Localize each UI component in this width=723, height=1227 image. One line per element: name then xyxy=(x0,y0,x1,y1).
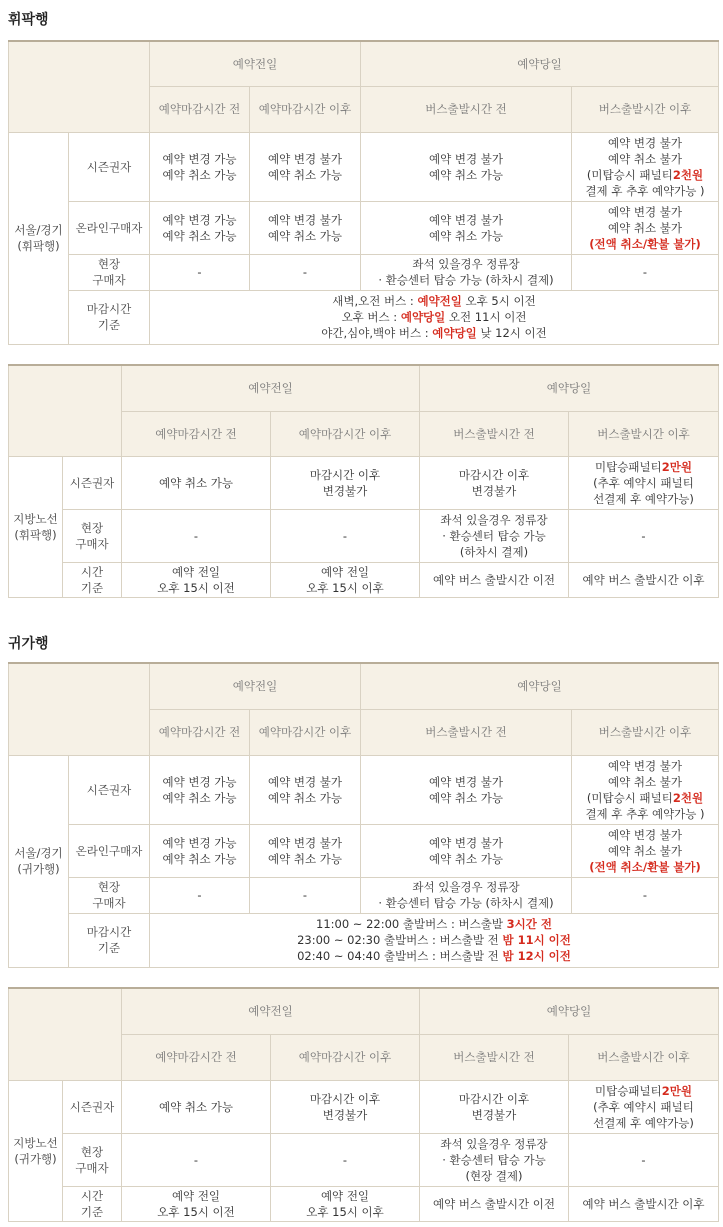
header-day-before: 예약전일 xyxy=(122,365,420,411)
subheader: 예약마감시간 전 xyxy=(122,1034,271,1080)
table-cell: 예약 변경 불가 예약 취소 불가 (전액 취소/환불 불가) xyxy=(572,824,719,877)
row-label-onsite: 현장 구매자 xyxy=(63,1133,122,1186)
table-cell: - xyxy=(250,877,361,913)
header-day-before: 예약전일 xyxy=(122,988,420,1034)
table-cell: 예약 전일 오후 15시 이전 xyxy=(122,1186,271,1221)
table-cell: 예약 변경 불가 예약 취소 가능 xyxy=(250,824,361,877)
row-label-season: 시즌권자 xyxy=(69,755,150,824)
table-cell: 마감시간 이후 변경불가 xyxy=(420,456,569,509)
table-cell: - xyxy=(569,509,719,562)
table-cell: 예약 전일 오후 15시 이후 xyxy=(271,1186,420,1221)
section-title-whipak: 휘팍행 xyxy=(8,12,49,28)
table-cell: 예약 변경 불가 예약 취소 가능 xyxy=(250,755,361,824)
row-label-time: 시간 기준 xyxy=(63,562,122,597)
table-cell: 좌석 있을경우 정류장 · 환승센터 탑승 가능 (하차시 결제) xyxy=(361,254,572,290)
subheader: 버스출발시간 전 xyxy=(420,1034,569,1080)
table-regional-to-resort xyxy=(8,364,719,598)
table-cell: 예약 변경 불가 예약 취소 가능 xyxy=(361,755,572,824)
table-seoul-to-resort xyxy=(8,40,719,345)
row-label-onsite: 현장 구매자 xyxy=(69,877,150,913)
region-cell: 지방노선 (귀가행) xyxy=(9,1080,63,1221)
header-same-day: 예약당일 xyxy=(361,41,719,86)
table-cell: 예약 변경 불가 예약 취소 가능 xyxy=(361,824,572,877)
region-cell: 서울/경기 (귀가행) xyxy=(9,755,69,967)
table-cell: 예약 전일 오후 15시 이전 xyxy=(122,562,271,597)
row-label-online: 온라인구매자 xyxy=(69,201,150,254)
deadline-info: 새벽,오전 버스 : 예약전일 오후 5시 이전 오후 버스 : 예약당일 오전 11시 이전 야간,심야,백야 버스 : 예약당일 낮 12시 이전 xyxy=(150,290,719,344)
table-cell: - xyxy=(572,877,719,913)
corner-cell xyxy=(9,41,150,132)
table-cell: 예약 변경 가능 예약 취소 가능 xyxy=(150,201,250,254)
row-label-onsite: 현장 구매자 xyxy=(63,509,122,562)
subheader: 예약마감시간 전 xyxy=(150,86,250,132)
region-cell: 서울/경기 (휘팍행) xyxy=(9,132,69,344)
header-same-day: 예약당일 xyxy=(361,663,719,709)
corner-cell xyxy=(9,988,122,1080)
corner-cell xyxy=(9,663,150,755)
table-cell: 마감시간 이후 변경불가 xyxy=(271,1080,420,1133)
table-cell: 예약 변경 불가 예약 취소 불가 (미탑승시 패널티2천원 결제 후 추후 예약가능 ) xyxy=(572,132,719,201)
subheader: 버스출발시간 이후 xyxy=(569,1034,719,1080)
header-same-day: 예약당일 xyxy=(420,365,719,411)
table-cell: - xyxy=(271,1133,420,1186)
subheader: 버스출발시간 이후 xyxy=(572,86,719,132)
corner-cell xyxy=(9,365,122,456)
subheader: 예약마감시간 이후 xyxy=(271,1034,420,1080)
table-cell: 예약 변경 불가 예약 취소 불가 (전액 취소/환불 불가) xyxy=(572,201,719,254)
table-cell: - xyxy=(271,509,420,562)
subheader: 예약마감시간 전 xyxy=(150,709,250,755)
table-cell: 예약 버스 출발시간 이전 xyxy=(420,1186,569,1221)
table-cell: - xyxy=(569,1133,719,1186)
subheader: 예약마감시간 이후 xyxy=(250,86,361,132)
table-cell: - xyxy=(150,877,250,913)
row-label-deadline: 마감시간 기준 xyxy=(69,913,150,967)
table-cell: 예약 버스 출발시간 이전 xyxy=(420,562,569,597)
deadline-info: 11:00 ~ 22:00 출발버스 : 버스출발 3시간 전 23:00 ~ 02:30 출발버스 : 버스출발 전 밤 11시 이전 02:40 ~ 04:40 출발버스 : 버스출발 전 밤 12시 이전 xyxy=(150,913,719,967)
table-cell: 미탑승패널티2만원 (추후 예약시 패널티 선결제 후 예약가능) xyxy=(569,456,719,509)
row-label-season: 시즌권자 xyxy=(63,456,122,509)
subheader: 버스출발시간 전 xyxy=(420,411,569,456)
table-cell: 예약 변경 불가 예약 취소 가능 xyxy=(361,201,572,254)
table-cell: 예약 변경 가능 예약 취소 가능 xyxy=(150,824,250,877)
subheader: 예약마감시간 이후 xyxy=(271,411,420,456)
table-cell: 예약 취소 가능 xyxy=(122,1080,271,1133)
subheader: 버스출발시간 전 xyxy=(361,709,572,755)
table-cell: 예약 변경 가능 예약 취소 가능 xyxy=(150,132,250,201)
row-label-season: 시즌권자 xyxy=(69,132,150,201)
table-cell: 미탑승패널티2만원 (추후 예약시 패널티 선결제 후 예약가능) xyxy=(569,1080,719,1133)
table-cell: 좌석 있을경우 정류장 · 환승센터 탑승 가능 (현장 결제) xyxy=(420,1133,569,1186)
section-title-return: 귀가행 xyxy=(8,636,49,652)
table-cell: - xyxy=(122,1133,271,1186)
subheader: 버스출발시간 이후 xyxy=(572,709,719,755)
table-cell: - xyxy=(572,254,719,290)
header-same-day: 예약당일 xyxy=(420,988,719,1034)
row-label-time: 시간 기준 xyxy=(63,1186,122,1221)
region-cell: 지방노선 (휘팍행) xyxy=(9,456,63,597)
table-cell: 예약 버스 출발시간 이후 xyxy=(569,562,719,597)
table-cell: - xyxy=(122,509,271,562)
table-cell: 예약 버스 출발시간 이후 xyxy=(569,1186,719,1221)
subheader: 예약마감시간 전 xyxy=(122,411,271,456)
table-cell: 예약 변경 불가 예약 취소 가능 xyxy=(250,201,361,254)
row-label-season: 시즌권자 xyxy=(63,1080,122,1133)
table-cell: 예약 전일 오후 15시 이후 xyxy=(271,562,420,597)
table-cell: 예약 변경 가능 예약 취소 가능 xyxy=(150,755,250,824)
subheader: 예약마감시간 이후 xyxy=(250,709,361,755)
row-label-onsite: 현장 구매자 xyxy=(69,254,150,290)
subheader: 버스출발시간 이후 xyxy=(569,411,719,456)
header-day-before: 예약전일 xyxy=(150,663,361,709)
header-day-before: 예약전일 xyxy=(150,41,361,86)
table-cell: 예약 변경 불가 예약 취소 가능 xyxy=(250,132,361,201)
table-cell: 마감시간 이후 변경불가 xyxy=(420,1080,569,1133)
table-cell: 예약 변경 불가 예약 취소 가능 xyxy=(361,132,572,201)
table-cell: 예약 취소 가능 xyxy=(122,456,271,509)
table-cell: - xyxy=(150,254,250,290)
table-cell: 마감시간 이후 변경불가 xyxy=(271,456,420,509)
table-cell: 좌석 있을경우 정류장 · 환승센터 탑승 가능 (하차시 결제) xyxy=(361,877,572,913)
table-cell: 예약 변경 불가 예약 취소 불가 (미탑승시 패널티2천원 결제 후 추후 예약가능 ) xyxy=(572,755,719,824)
subheader: 버스출발시간 전 xyxy=(361,86,572,132)
table-seoul-return xyxy=(8,662,719,968)
table-regional-return xyxy=(8,987,719,1222)
table-cell: - xyxy=(250,254,361,290)
row-label-online: 온라인구매자 xyxy=(69,824,150,877)
table-cell: 좌석 있을경우 정류장 · 환승센터 탑승 가능 (하차시 결제) xyxy=(420,509,569,562)
row-label-deadline: 마감시간 기준 xyxy=(69,290,150,344)
